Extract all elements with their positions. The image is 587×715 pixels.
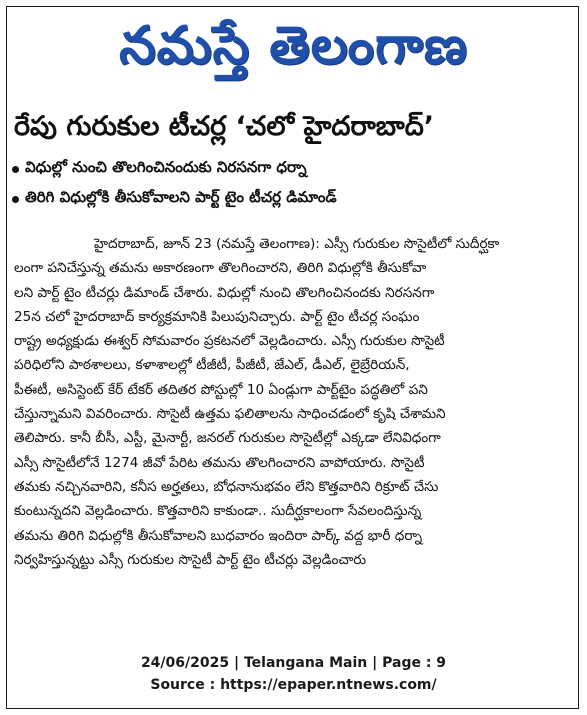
body-line: పరిధిలోని పాఠశాలలు, కళాశాలల్లో టీజీటీ, పీజీటీ, జేఎల్, డీఎల్, లైబ్రేరియన్, <box>14 357 410 374</box>
body-line: చేస్తున్నామని వివరించారు. సొసైటీ ఉత్తమ ఫలితాలను సాధించడంలో కృషి చేశామని <box>14 406 446 423</box>
body-line: హైదరాబాద్, జూన్ 23 (నమస్తే తెలంగాణ): ఎస్సీ గురుకుల సొసైటీలో సుదీర్ఘకా <box>94 236 500 252</box>
footer-date-edition: 24/06/2025 | Telangana Main | Page : 9 <box>140 655 447 671</box>
body-line: రాష్ట్ర అధ్యక్షుడు ఈశ్వర్ సోమవారం ప్రకటనలో వెల్లడించారు. ఎస్సీ గురుకుల సొసైటీ <box>14 333 445 350</box>
footer-source-link[interactable]: Source : https://epaper.ntnews.com/ <box>150 677 437 693</box>
body-line: లని పార్ట్ టైం టీచర్లు డిమాండ్ చేశారు. విధుల్లో నుంచి తొలగించినందకు నిరసనగా <box>14 284 435 301</box>
subhead-text: తిరిగి విధుల్లోకి తీసుకోవాలని పార్ట్ టైం టీచర్ల డిమాండ్ <box>25 187 337 206</box>
subhead-item <box>12 188 572 208</box>
body-line: కుంటున్నదని వెల్లడించారు. కొత్తవారిని కాకుండా.. సుదీర్ఘకాలంగా సేవలందిస్తున్న <box>14 503 422 520</box>
newspaper-masthead <box>0 6 587 86</box>
article-headline: రేపు గురుకుల టీచర్ల ‘చలో హైదరాబాద్’ <box>14 111 435 142</box>
bullet-dot-icon <box>12 166 19 173</box>
body-line: నిర్వహిస్తున్నట్టు ఎస్సీ గురుకుల సొసైటీ పార్ట్ టైం టీచర్లు వెల్లడించారు <box>14 551 367 568</box>
body-line: లంగా పనిచేస్తున్న తమను అకారణంగా తొలగించారని, తిరిగి విధుల్లోకి తీసుకోవా <box>14 260 427 277</box>
body-line: పీఈటీ, అసిస్టెంట్ కేర్ టేకర్ తదితర పోస్టుల్లో 10 ఏండ్లుగా పార్ట్‌టైం పద్ధతిలో పని <box>14 381 428 398</box>
subhead-item <box>12 158 572 178</box>
body-line: 25న చలో హైదరాబాద్ కార్యక్రమానికి పిలుపునిచ్చారు. పార్ట్ టైం టీచర్ల సంఘం <box>14 308 420 325</box>
body-line: ఎస్సీ సొసైటీలోనే 1274 జీవో పేరిట తమను తొలగించారని వాపోయారు. సొసైటీ <box>14 454 425 471</box>
subhead-text: విధుల్లో నుంచి తొలగించినందుకు నిరసనగా ధర్నా <box>25 158 307 176</box>
body-line: తమకు నచ్చినవారిని, కనీస అర్హతలు, బోధనానుభవం లేని కొత్తవారిని రిక్రూట్ చేసు <box>14 478 439 495</box>
masthead-title: నమస్తే తెలంగాణ <box>119 16 468 76</box>
bullet-dot-icon <box>12 196 19 203</box>
body-line: తమను తిరిగి విధుల్లోకి తీసుకోవాలని బుధవారం ఇందిరా పార్క్ వద్ద భారీ ధర్నా <box>14 527 423 544</box>
source-footer <box>0 652 587 696</box>
article-subheads <box>12 158 572 217</box>
article-body <box>14 232 562 572</box>
body-line: తెలిపారు. కానీ బీసీ, ఎస్టీ, మైనార్టీ, జనరల్ గురుకుల సొసైటీల్లో ఎక్కడా లేనివిధంగా <box>14 430 441 447</box>
